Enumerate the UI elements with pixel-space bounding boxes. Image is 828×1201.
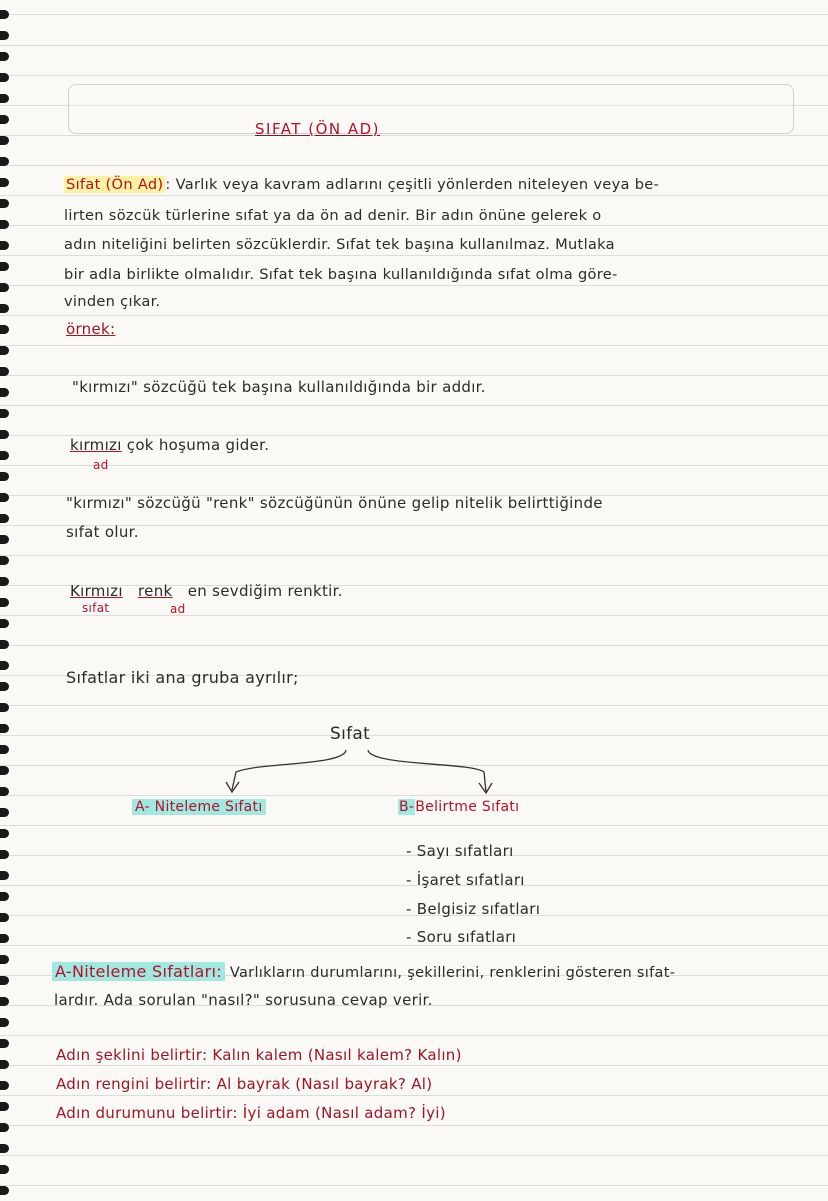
example-word-kirmizi-2: Kırmızı: [70, 582, 123, 600]
example-line-3a: "kırmızı" sözcüğü "renk" sözcüğünün önüne gelip nitelik belirttiğinde: [66, 494, 603, 512]
niteleme-term: A-Niteleme Sıfatları:: [52, 962, 225, 981]
definition-line-5: vinden çıkar.: [64, 293, 161, 310]
groups-intro: Sıfatlar iki ana gruba ayrılır;: [66, 668, 299, 687]
example-word-renk: renk: [138, 582, 173, 600]
tree-left: A- Niteleme Sıfatı: [132, 799, 266, 815]
example-note-sifat: sıfat: [82, 601, 110, 615]
page-title: SIFAT (ÖN AD): [255, 120, 381, 138]
niteleme-example-3: Adın durumunu belirtir: İyi adam (Nasıl adam? İyi): [56, 1104, 446, 1122]
example-note-ad: ad: [93, 458, 109, 472]
tree-item-4: - Soru sıfatları: [406, 928, 517, 946]
niteleme-line-2: lardır. Ada sorulan "nasıl?" sorusuna cevap verir.: [54, 991, 433, 1009]
niteleme-example-2: Adın rengini belirtir: Al bayrak (Nasıl bayrak? Al): [56, 1075, 433, 1093]
example-line-3b: sıfat olur.: [66, 523, 139, 541]
definition-line-3: adın niteliğini belirten sözcüklerdir. Sıfat tek başına kullanılmaz. Mutlaka: [64, 236, 615, 253]
tree-item-2: - İşaret sıfatları: [406, 871, 525, 889]
definition-term: Sıfat (Ön Ad): [66, 176, 164, 193]
niteleme-example-1: Adın şeklini belirtir: Kalın kalem (Nasıl kalem? Kalın): [56, 1046, 462, 1064]
example-word-kirmizi: kırmızı: [70, 436, 122, 454]
definition-line-2: lirten sözcük türlerine sıfat ya da ön ad denir. Bir adın önüne gelerek o: [64, 207, 602, 224]
example-line-2: kırmızı çok hoşuma gider.: [70, 436, 270, 454]
example-heading: örnek:: [66, 320, 116, 338]
definition-line-4: bir adla birlikte olmalıdır. Sıfat tek başına kullanıldığında sıfat olma göre-: [64, 266, 618, 283]
tree-right: B-Belirtme Sıfatı: [399, 799, 520, 815]
niteleme-line-1: A-Niteleme Sıfatları: Varlıkların durumlarını, şekillerini, renklerini gösteren sıfat-: [52, 962, 675, 981]
tree-item-3: - Belgisiz sıfatları: [406, 900, 541, 918]
tree-item-1: - Sayı sıfatları: [406, 842, 514, 860]
definition-line-1: Sıfat (Ön Ad) : Varlık veya kavram adlarını çeşitli yönlerden niteleyen veya be-: [66, 176, 660, 193]
tree-root: Sıfat: [330, 724, 371, 744]
example-note-ad-2: ad: [170, 602, 186, 616]
example-line-4: Kırmızı renk en sevdiğim renktir.: [70, 582, 343, 600]
example-line-1: "kırmızı" sözcüğü tek başına kullanıldığında bir addır.: [72, 378, 486, 396]
